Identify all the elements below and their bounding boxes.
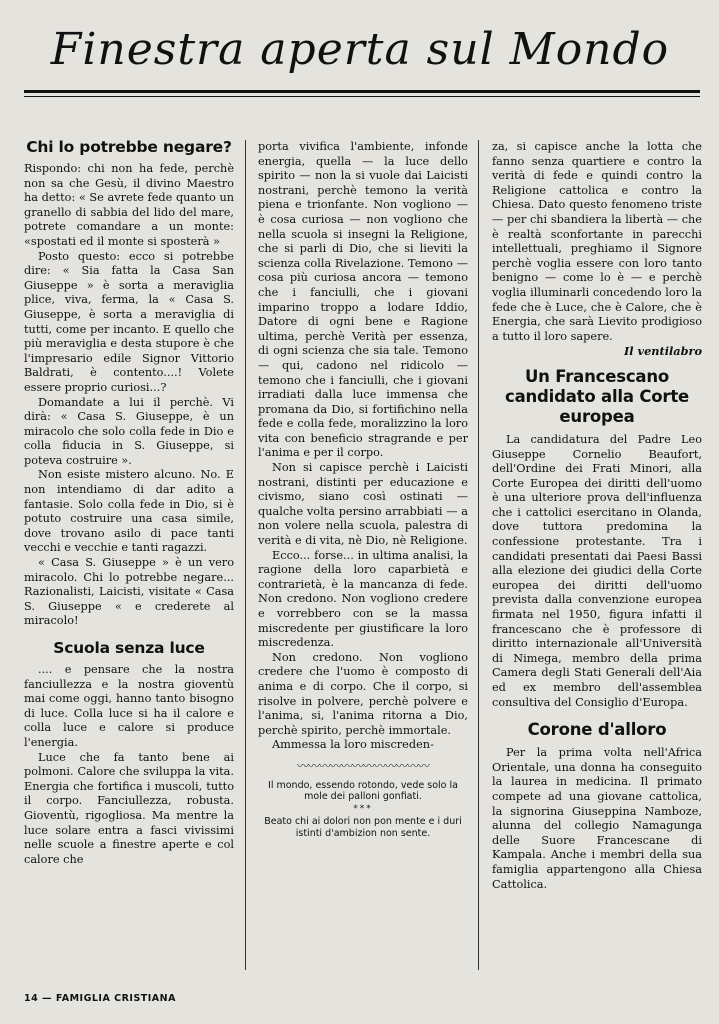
article-headline: Un Francescano candidato alla Corte europea	[504, 366, 690, 426]
column-separator-2	[478, 140, 479, 970]
column-1	[24, 138, 234, 867]
article-headline: Chi lo potrebbe negare?	[26, 138, 232, 156]
column-separator-1	[245, 140, 246, 970]
paragraph: za, si capisce anche la lotta che fanno senza quartiere e contro la verità di fede e quindi contro la Religione cattolica e contro la Chiesa. Dato questo fenomeno triste — per chi sbandiera la libertà — che è realtà sconfortante in parecchi intellettuali, preghiamo il Signore perchè voglia essere con loro tanto benigno — come lo è — e perchè voglia illuminarli concedendo loro la fede che è Luce, che è Calore, che è Energia, che sarà Lievito prodigioso a tutto il loro sapere.	[492, 140, 702, 343]
paragraph: Non esiste mistero alcuno. No. E non intendiamo di dar adito a fantasie. Solo colla fede in Dio, si è potuto costruire una casa simile, dove trovano asilo di pace tanti vecchi e vecchie e tanti ragazzi.	[24, 468, 234, 555]
paragraph: .... e pensare che la nostra fanciullezza e la nostra gioventù mai come oggi, hanno tanto bisogno di luce. Colla luce si ha il calore e colla luce e calore si produce l'energia.	[24, 663, 234, 749]
stars-divider: ***	[353, 803, 373, 814]
page-footer: 14 — FAMIGLIA CRISTIANA	[24, 993, 176, 1004]
article-headline: Corone d'alloro	[527, 720, 667, 740]
column-3	[492, 140, 702, 892]
paragraph: La candidatura del Padre Leo Giuseppe Cornelio Beaufort, dell'Ordine dei Frati Minori, alla Corte Europea dei diritti dell'uomo è una ulteriore prova dell'influenza che i cattolici esercitano in Olanda, dove tuttora predomina la confessione protestante. Tra i candidati presentati dai Paesi Bassi alla elezione dei giudici della Corte europea dei diritti dell'uomo prevista dalla convenzione europea firmata nel 1950, figura infatti il francescano che è professore di diritto internazionale all'Università di Nimega, membro della prima Camera degli Stati Generali dell'Aia ed ex membro dell'assemblea consultiva del Consiglio d'Europa.	[492, 432, 702, 709]
paragraph: Ecco... forse... in ultima analisi, la ragione della loro caparbietà e contrarietà, è la mancanza di fede. Non credono. Non vogliono credere e vorrebbero con se la massa miscredente per giustificare la loro miscredenza.	[258, 548, 468, 650]
paragraph: Luce che fa tanto bene ai polmoni. Calore che sviluppa la vita. Energia che fortifica i muscoli, tutto il corpo. Fanciullezza, robusta. Gioventù, rigogliosa. Ma mentre la luce solare entra a fasci vivissimi nelle scuole a finestre aperte e col calore che	[24, 750, 234, 866]
masthead-rule-thick	[24, 90, 700, 93]
maxim: Beato chi ai dolori non pon mente e i duri istinti d'ambizion non sente.	[264, 816, 462, 839]
column-2	[258, 140, 468, 839]
paragraph: « Casa S. Giuseppe » è un vero miracolo. Chi lo potrebbe negare... Razionalisti, Laicisti, visitate « Casa S. Giuseppe « e crederete al miracolo!	[24, 556, 234, 628]
masthead-rule-thin	[24, 96, 700, 97]
paragraph: Ammessa la loro miscreden-	[272, 738, 434, 752]
paragraph: Non credono. Non vogliono credere che l'uomo è composto di anima e di corpo. Che il corpo, si risolve in polvere, perchè polvere e l'anima, si, l'anima ritorna a Dio, perchè spirito, perchè immortale.	[258, 650, 468, 737]
maxims-box	[258, 780, 468, 840]
paragraph: Non si capisce perchè i Laicisti nostrani, distinti per educazione e civismo, siano così ostinati — qualche volta persino arrabbiati — a non volere nella scuola, palestra di verità e di vita, nè Dio, nè Religione.	[258, 461, 468, 548]
author-signature: Il ventilabro	[624, 344, 702, 359]
paragraph: Domandate a lui il perchè. Vi dirà: « Casa S. Giuseppe, è un miracolo che solo colla fede in Dio e colla fiducia in S. Giuseppe, si poteva costruire ».	[24, 395, 234, 467]
paragraph: porta vivifica l'ambiente, infonde energia, quella — la luce dello spirito — non la si vuole dai Laicisti nostrani, perchè temono la verità piena e trionfante. Non vogliono — è cosa curiosa — non vogliono che nella scuola si insegni la Religione, che si parli di Dio, che si lieviti la scienza colla Rivelazione. Temono — cosa più curiosa ancora — temono che i fanciulli, che i giovani imparino troppo a lodare Iddio, Datore di ogni bene e Ragione ultima, perchè Verità per essenza, di ogni scienza che sia tale. Temono — qui, cadono nel ridicolo — temono che i fanciulli, che i giovani irradiati dalla luce immensa che promana da Dio, si fortifichino nella fede e colla fede, moralizzino la loro vita con beneficio stragrande e per l'anima e per il corpo.	[258, 140, 468, 460]
ornament-divider: 〰〰〰〰〰〰〰〰〰〰〰〰	[296, 758, 429, 773]
maxim: Il mondo, essendo rotondo, vede solo la mole dei palloni gonfiati.	[268, 779, 458, 803]
paragraph: Rispondo: chi non ha fede, perchè non sa che Gesù, il divino Maestro ha detto: « Se avrete fede quanto un granello di sabbia del lido del mare, potrete comandare a un monte: «spostati ed il monte si sposterà »	[24, 162, 234, 248]
article-headline: Scuola senza luce	[53, 639, 205, 657]
masthead-title: Finestra aperta sul Mondo	[50, 24, 670, 75]
paragraph: Posto questo: ecco si potrebbe dire: « Sia fatta la Casa San Giuseppe » è sorta a meraviglia plice, viva, ferma, la « Casa S. Giuseppe, è sorta a meraviglia di tutti, come per incanto. E quello che più meraviglia e desta stupore è che l'impresario edile Signor Vittorio Baldrati, è contento....! Volete essere proprio curiosi...?	[24, 249, 234, 394]
paragraph: Per la prima volta nell'Africa Orientale, una donna ha conseguito la laurea in medicina. Il primato compete ad una giovane cattolica, la signorina Giuseppina Namboze, alunna del collegio Namagunga delle Suore Francescane di Kampala. Anche i membri della sua famiglia appartengono alla Chiesa Cattolica.	[492, 746, 702, 891]
